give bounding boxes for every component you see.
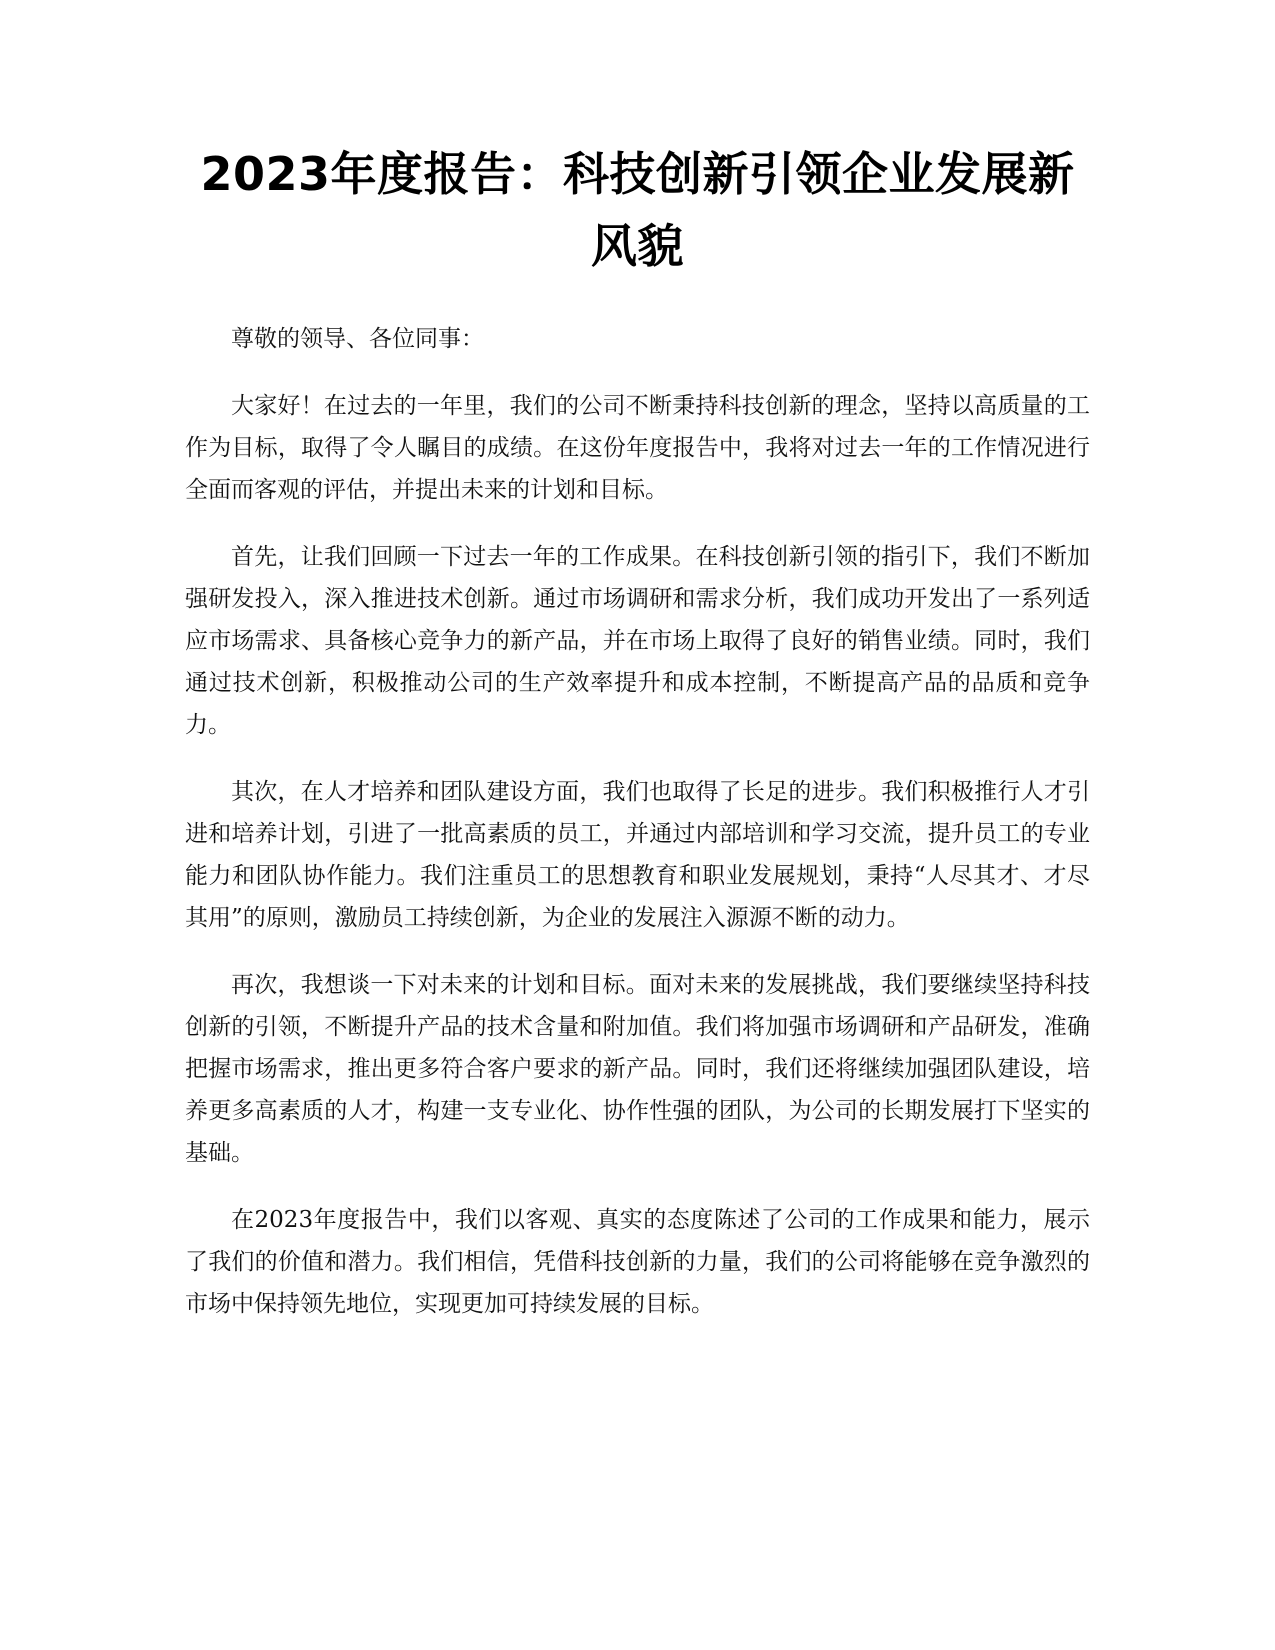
paragraph-salutation: 尊敬的领导、各位同事：: [231, 326, 484, 352]
document-body: [185, 318, 1090, 1350]
paragraph-future-plans: 再次，我想谈一下对未来的计划和目标。面对未来的发展挑战，我们要继续坚持科技创新的引领，不断提升产品的技术含量和附加值。我们将加强市场调研和产品研发，准确把握市场需求，推出更多符合客户要求的新产品。同时，我们还将继续加强团队建设，培养更多高素质的人才，构建一支专业化、协作性强的团队，为公司的长期发展打下坚实的基础。: [185, 972, 1090, 1166]
paragraph-conclusion: 在2023年度报告中，我们以客观、真实的态度陈述了公司的工作成果和能力，展示了我们的价值和潜力。我们相信，凭借科技创新的力量，我们的公司将能够在竞争激烈的市场中保持领先地位，实现更加可持续发展的目标。: [185, 1207, 1090, 1317]
paragraph-greeting: 大家好！在过去的一年里，我们的公司不断秉持科技创新的理念，坚持以高质量的工作为目标，取得了令人瞩目的成绩。在这份年度报告中，我将对过去一年的工作情况进行全面而客观的评估，并提出未来的计划和目标。: [185, 393, 1090, 503]
paragraph-achievements: 首先，让我们回顾一下过去一年的工作成果。在科技创新引领的指引下，我们不断加强研发投入，深入推进技术创新。通过市场调研和需求分析，我们成功开发出了一系列适应市场需求、具备核心竞争力的新产品，并在市场上取得了良好的销售业绩。同时，我们通过技术创新，积极推动公司的生产效率提升和成本控制，不断提高产品的品质和竞争力。: [185, 544, 1090, 738]
paragraph-talent: 其次，在人才培养和团队建设方面，我们也取得了长足的进步。我们积极推行人才引进和培养计划，引进了一批高素质的员工，并通过内部培训和学习交流，提升员工的专业能力和团队协作能力。我们注重员工的思想教育和职业发展规划，秉持“人尽其才、才尽其用”的原则，激励员工持续创新，为企业的发展注入源源不断的动力。: [185, 779, 1090, 931]
document-title: 2023年度报告：科技创新引领企业发展新风貌: [200, 147, 1075, 273]
